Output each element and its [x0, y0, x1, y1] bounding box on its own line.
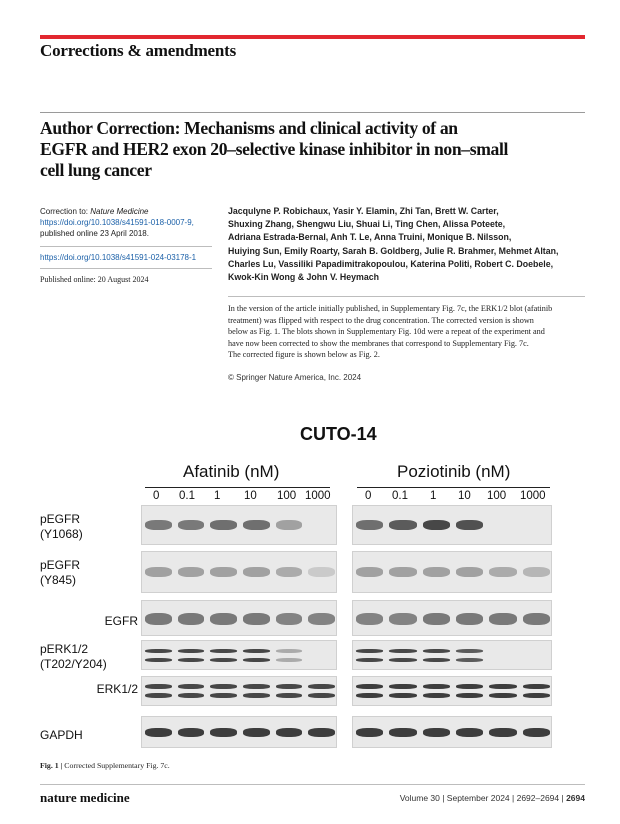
blot-band	[276, 728, 303, 737]
blot-band	[456, 520, 483, 530]
blot-band	[456, 613, 483, 625]
blot-band	[276, 649, 303, 653]
poziotinib-conc-label: 1	[430, 490, 437, 502]
blot-band	[423, 613, 450, 625]
blot-band	[276, 693, 303, 698]
blot-band	[456, 649, 483, 653]
correction-doi-link[interactable]: https://doi.org/10.1038/s41591-024-03178-1	[40, 253, 197, 262]
blot-band	[178, 693, 205, 698]
blot-band	[178, 567, 205, 577]
blot-band	[308, 693, 335, 698]
body-line: below as Fig. 1. The blots shown in Supplementary Fig. 10d were a repeat of the experiment and	[228, 327, 545, 337]
blot-band	[210, 567, 237, 577]
author-line: Adriana Estrada-Bernal, Anh T. Le, Anna Truini, Monique B. Nilsson,	[228, 232, 512, 243]
blot-band	[243, 684, 270, 689]
correction-body	[228, 303, 588, 361]
title-line: Author Correction: Mechanisms and clinical activity of an	[40, 118, 458, 138]
blot-band	[243, 658, 270, 662]
blot-band	[145, 567, 172, 577]
blot-band	[523, 693, 550, 698]
blot-band	[423, 684, 450, 689]
blot-band	[276, 658, 303, 662]
blot-band	[389, 613, 416, 625]
blot-band	[489, 693, 516, 698]
blot-panel	[141, 600, 337, 636]
blot-band	[523, 567, 550, 577]
poziotinib-group-line	[357, 487, 550, 488]
row-label-line: (Y1068)	[40, 527, 83, 541]
header-divider	[40, 112, 585, 113]
meta-divider	[40, 246, 212, 247]
blot-band	[356, 658, 383, 662]
row-label-pegfr-y1068	[40, 512, 140, 542]
blot-band	[356, 520, 383, 530]
blot-panel	[352, 716, 552, 748]
meta-divider	[40, 268, 212, 269]
volume-number: Volume 30	[399, 793, 440, 803]
top-red-rule	[40, 35, 585, 39]
poziotinib-conc-label: 0	[365, 490, 372, 502]
blot-band	[356, 728, 383, 737]
blot-band	[423, 567, 450, 577]
blot-band	[178, 613, 205, 625]
row-label-egfr	[40, 614, 138, 629]
author-line: Kwok-Kin Wong & John V. Heymach	[228, 272, 380, 283]
body-divider	[228, 296, 585, 297]
correction-doi-block	[40, 252, 215, 263]
row-label-line: (T202/Y204)	[40, 657, 107, 671]
blot-band	[308, 728, 335, 737]
blot-band	[210, 649, 237, 653]
row-label-line: (Y845)	[40, 573, 77, 587]
row-label-perk	[40, 642, 140, 672]
page-number: 2694	[566, 793, 585, 803]
blot-panel	[141, 676, 337, 706]
row-label-line: pEGFR	[40, 512, 81, 526]
author-line: Jacqulyne P. Robichaux, Yasir Y. Elamin, Zhi Tan, Brett W. Carter,	[228, 206, 499, 216]
author-line: Charles Lu, Vassiliki Papadimitrakopoulou, Katerina Politi, Robert C. Doebele,	[228, 258, 554, 269]
blot-panel	[141, 551, 337, 593]
row-label-line: pERK1/2	[40, 642, 89, 656]
poziotinib-conc-label: 0.1	[392, 490, 408, 502]
original-published-date: published online 23 April 2018.	[40, 229, 149, 238]
blot-band	[210, 728, 237, 737]
poziotinib-conc-label: 1000	[520, 490, 546, 502]
author-list	[228, 205, 588, 284]
blot-band	[308, 613, 335, 625]
blot-band	[389, 520, 416, 530]
poziotinib-conc-label: 100	[487, 490, 507, 502]
author-line: Huiying Sun, Emily Roarty, Sarah B. Goldberg, Julie R. Brahmer, Mehmet Altan,	[228, 245, 559, 256]
row-label-line: EGFR	[104, 614, 138, 628]
blot-band	[243, 520, 270, 530]
afatinib-conc-label: 100	[277, 490, 297, 502]
blot-band	[389, 684, 416, 689]
blot-panel	[352, 676, 552, 706]
article-title	[40, 118, 585, 181]
figure-title: CUTO-14	[300, 424, 377, 444]
blot-band	[456, 728, 483, 737]
blot-band	[523, 728, 550, 737]
row-label-line: GAPDH	[40, 728, 83, 742]
blot-band	[489, 728, 516, 737]
afatinib-conc-label: 1000	[305, 490, 331, 502]
blot-band	[356, 649, 383, 653]
figure-caption	[40, 761, 170, 770]
blot-band	[456, 684, 483, 689]
blot-panel	[352, 640, 552, 670]
correction-to-block	[40, 206, 215, 239]
afatinib-conc-label: 10	[244, 490, 257, 502]
blot-band	[243, 567, 270, 577]
blot-band	[423, 728, 450, 737]
blot-band	[145, 658, 172, 662]
footer-divider	[40, 784, 585, 785]
blot-band	[145, 684, 172, 689]
blot-band	[243, 649, 270, 653]
blot-band	[210, 520, 237, 530]
blot-panel	[141, 505, 337, 545]
blot-band	[423, 693, 450, 698]
blot-band	[178, 520, 205, 530]
body-line: The corrected figure is shown below as Fig. 2.	[228, 350, 380, 360]
blot-band	[308, 567, 335, 577]
blot-band	[145, 693, 172, 698]
blot-band	[243, 613, 270, 625]
blot-band	[389, 567, 416, 577]
blot-band	[456, 658, 483, 662]
row-label-gapdh	[40, 728, 140, 743]
blot-band	[489, 613, 516, 625]
blot-band	[243, 728, 270, 737]
blot-band	[210, 658, 237, 662]
blot-band	[145, 728, 172, 737]
row-label-erk	[40, 682, 138, 697]
blot-band	[178, 658, 205, 662]
blot-band	[456, 693, 483, 698]
blot-band	[389, 693, 416, 698]
blot-band	[178, 684, 205, 689]
blot-band	[389, 649, 416, 653]
blot-band	[389, 658, 416, 662]
blot-band	[276, 613, 303, 625]
afatinib-conc-label: 1	[214, 490, 221, 502]
blot-band	[210, 684, 237, 689]
blot-band	[489, 684, 516, 689]
blot-band	[356, 613, 383, 625]
row-label-pegfr-y845	[40, 558, 140, 588]
issue-pages: | September 2024 | 2692–2694 |	[439, 793, 567, 803]
blot-band	[308, 684, 335, 689]
blot-band	[456, 567, 483, 577]
body-line: have now been corrected to show the membranes that correspond to Supplementary Fig. 7c.	[228, 338, 529, 348]
row-label-line: pEGFR	[40, 558, 81, 572]
blot-band	[356, 567, 383, 577]
blot-band	[210, 613, 237, 625]
blot-band	[276, 567, 303, 577]
section-heading: Corrections & amendments	[40, 41, 237, 60]
volume-info	[400, 793, 585, 803]
body-line: treatment) was flipped with respect to the drug concentration. The corrected version is shown	[228, 315, 534, 325]
blot-panel	[141, 640, 337, 670]
blot-panel	[141, 716, 337, 748]
blot-band	[145, 613, 172, 625]
caption-text: Corrected Supplementary Fig. 7c.	[64, 761, 170, 770]
blot-band	[276, 520, 303, 530]
correction-to-prefix: Correction to:	[40, 207, 91, 216]
author-line: Shuxing Zhang, Shengwu Liu, Shuai Li, Ting Chen, Alissa Poteete,	[228, 219, 506, 230]
blot-band	[210, 693, 237, 698]
original-article-doi-link[interactable]: https://doi.org/10.1038/s41591-018-0007-9,	[40, 218, 194, 227]
blot-panel	[352, 600, 552, 636]
blot-panel	[352, 505, 552, 545]
caption-label: Fig. 1 |	[40, 761, 65, 770]
poziotinib-conc-label: 10	[458, 490, 471, 502]
body-line: In the version of the article initially published, in Supplementary Fig. 7c, the ERK1/2 blot (afatinib	[228, 304, 553, 313]
blot-panel	[352, 551, 552, 593]
blot-band	[423, 658, 450, 662]
copyright-notice: © Springer Nature America, Inc. 2024	[228, 373, 362, 382]
blot-band	[523, 613, 550, 625]
blot-band	[356, 684, 383, 689]
row-label-line: ERK1/2	[96, 682, 138, 696]
afatinib-conc-label: 0.1	[179, 490, 195, 502]
blot-band	[145, 649, 172, 653]
title-line: EGFR and HER2 exon 20–selective kinase inhibitor in non–small	[40, 139, 509, 159]
blot-band	[178, 728, 205, 737]
title-line: cell lung cancer	[40, 160, 152, 180]
blot-band	[423, 520, 450, 530]
blot-band	[243, 693, 270, 698]
journal-name: nature medicine	[40, 790, 130, 805]
correction-to-journal: Nature Medicine	[90, 207, 149, 216]
blot-band	[178, 649, 205, 653]
blot-band	[423, 649, 450, 653]
afatinib-conc-label: 0	[153, 490, 160, 502]
blot-band	[523, 684, 550, 689]
afatinib-group-label: Afatinib (nM)	[183, 462, 280, 481]
poziotinib-group-label: Poziotinib (nM)	[397, 462, 511, 481]
blot-band	[489, 567, 516, 577]
blot-band	[389, 728, 416, 737]
blot-band	[276, 684, 303, 689]
published-online: Published online: 20 August 2024	[40, 275, 149, 284]
blot-band	[356, 693, 383, 698]
blot-band	[145, 520, 172, 530]
afatinib-group-line	[145, 487, 330, 488]
